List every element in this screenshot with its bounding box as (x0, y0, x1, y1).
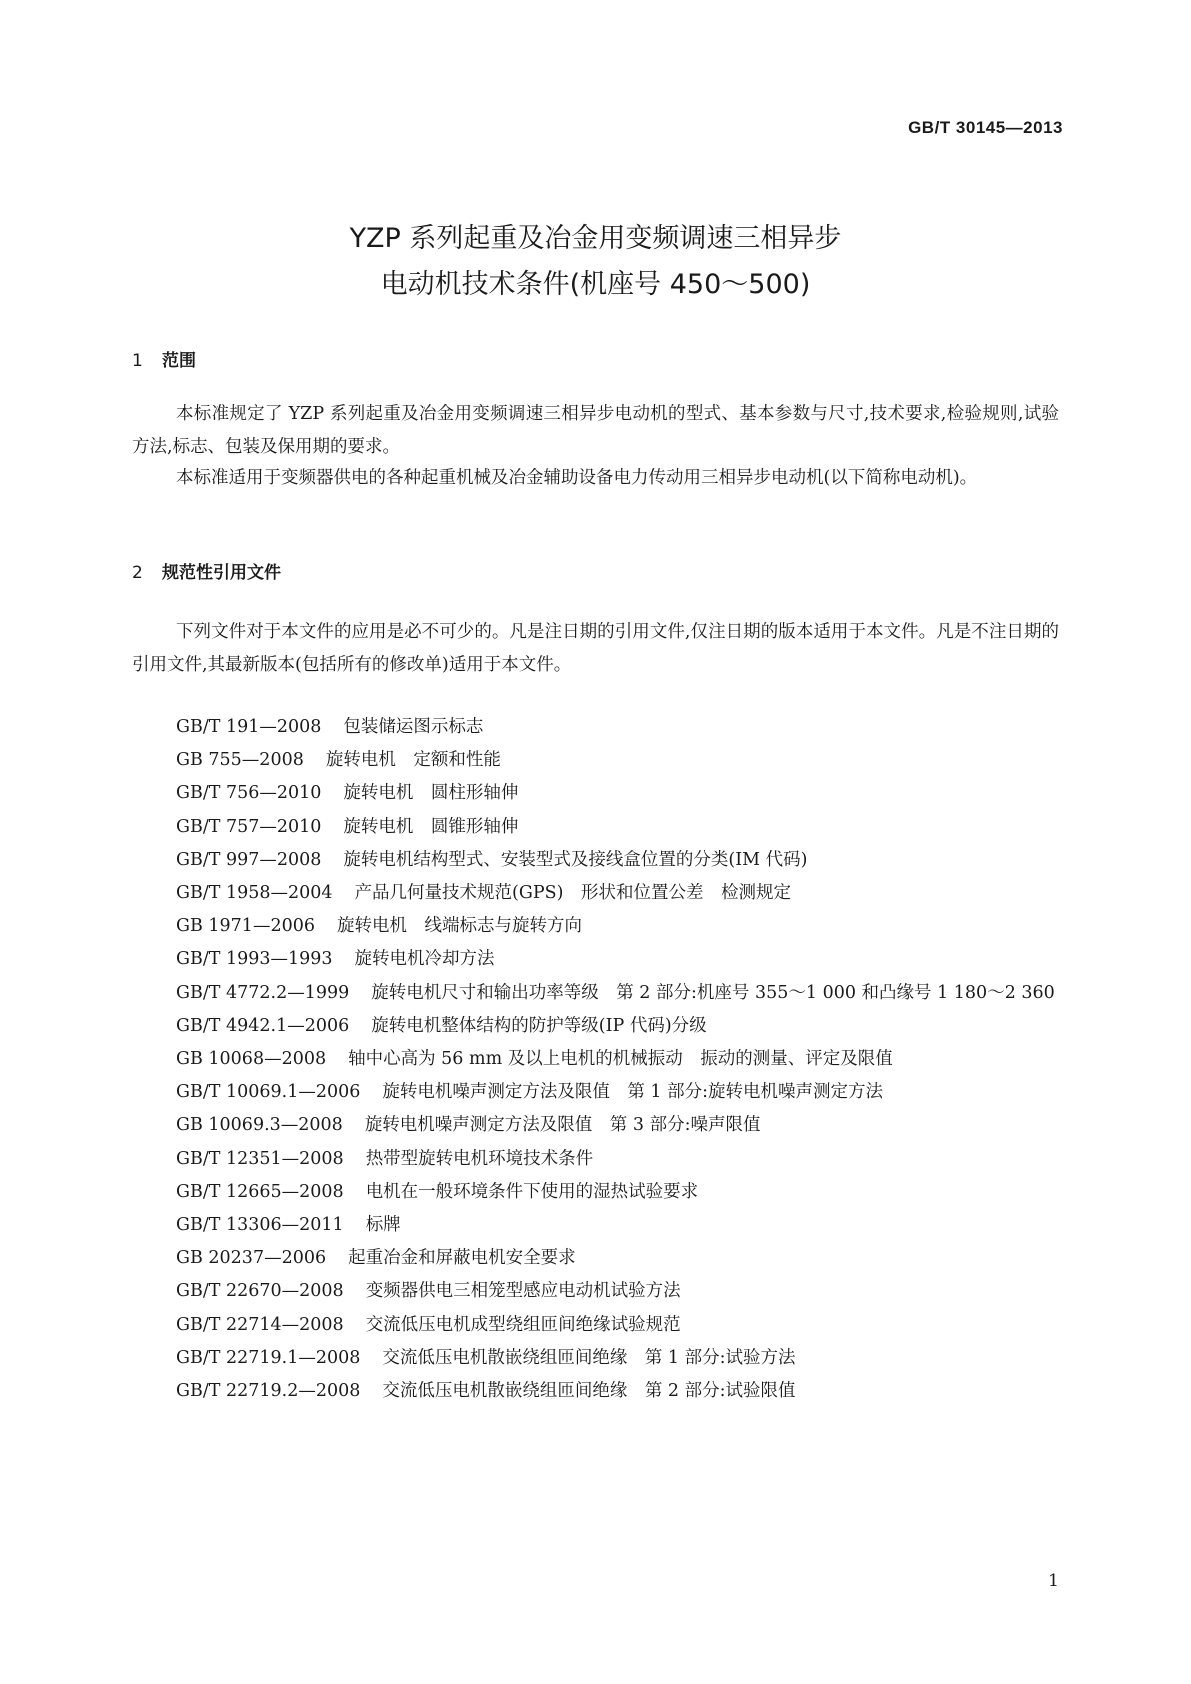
reference-item (132, 977, 1059, 1010)
document-title (0, 216, 1191, 308)
reference-item (132, 1209, 1059, 1242)
reference-title: 包装储运图示标志 (343, 717, 484, 737)
reference-item (132, 1176, 1059, 1209)
reference-code: GB 755—2008 (176, 750, 304, 771)
reference-item (132, 877, 1059, 910)
reference-title: 热带型旋转电机环境技术条件 (365, 1148, 594, 1169)
reference-code: GB/T 12665—2008 (176, 1181, 344, 1202)
reference-title: 交流低压电机成型绕组匝间绝缘试验规范 (365, 1314, 681, 1335)
reference-title: 旋转电机 圆柱形轴伸 (343, 783, 519, 804)
reference-item (132, 844, 1059, 877)
reference-title: 旋转电机噪声测定方法及限值 第 1 部分:旋转电机噪声测定方法 (382, 1082, 884, 1103)
reference-item (132, 1242, 1059, 1275)
title-line-1: YZP 系列起重及冶金用变频调速三相异步 (349, 223, 842, 254)
reference-code: GB/T 757—2010 (176, 816, 322, 837)
reference-item (132, 1275, 1059, 1308)
reference-item (132, 1109, 1059, 1142)
reference-code: GB/T 10069.1—2006 (176, 1082, 361, 1103)
reference-item (132, 744, 1059, 777)
reference-item (132, 1309, 1059, 1342)
reference-item (132, 1342, 1059, 1375)
reference-item (132, 1076, 1059, 1109)
reference-code: GB/T 22719.2—2008 (176, 1381, 361, 1402)
reference-code: GB/T 22670—2008 (176, 1281, 344, 1302)
reference-title: 旋转电机冷却方法 (354, 949, 495, 970)
reference-title: 旋转电机整体结构的防护等级(IP 代码)分级 (371, 1015, 707, 1036)
reference-code: GB 10068—2008 (176, 1049, 327, 1070)
page-number: 1 (1048, 1571, 1059, 1591)
reference-item (132, 711, 1059, 744)
section-number: 1 (132, 351, 143, 371)
reference-code: GB 1971—2006 (176, 916, 315, 937)
scope-paragraph-1: 本标准规定了 YZP 系列起重及冶金用变频调速三相异步电动机的型式、基本参数与尺寸,技术要求,检验规则,试验方法,标志、包装及保用期的要求。 (132, 404, 1059, 457)
scope-paragraph-2: 本标准适用于变频器供电的各种起重机械及冶金辅助设备电力传动用三相异步电动机(以下简称电动机)。 (176, 468, 978, 488)
reference-title: 交流低压电机散嵌绕组匝间绝缘 第 2 部分:试验限值 (382, 1381, 796, 1402)
reference-title: 旋转电机 定额和性能 (325, 750, 501, 771)
reference-code: GB/T 4942.1—2006 (176, 1015, 350, 1036)
standard-code: GB/T 30145—2013 (908, 118, 1063, 137)
reference-title: 旋转电机 线端标志与旋转方向 (336, 916, 582, 937)
reference-code: GB 20237—2006 (176, 1248, 327, 1269)
section-title: 范围 (162, 351, 196, 371)
reference-item (132, 777, 1059, 810)
reference-code: GB/T 1993—1993 (176, 949, 333, 970)
reference-item (132, 910, 1059, 943)
reference-code: GB/T 191—2008 (176, 717, 322, 737)
section-number: 2 (132, 563, 143, 583)
reference-title: 轴中心高为 56 mm 及以上电机的机械振动 振动的测量、评定及限值 (348, 1049, 893, 1070)
reference-title: 变频器供电三相笼型感应电动机试验方法 (365, 1281, 681, 1302)
reference-item (132, 811, 1059, 844)
references-intro: 下列文件对于本文件的应用是必不可少的。凡是注日期的引用文件,仅注日期的版本适用于本文件。凡是不注日期的引用文件,其最新版本(包括所有的修改单)适用于本文件。 (132, 622, 1059, 675)
reference-title: 旋转电机结构型式、安装型式及接线盒位置的分类(IM 代码) (343, 849, 808, 870)
reference-item (132, 1143, 1059, 1176)
reference-code: GB/T 13306—2011 (176, 1215, 344, 1236)
reference-title: 旋转电机 圆锥形轴伸 (343, 816, 519, 837)
reference-title: 起重冶金和屏蔽电机安全要求 (348, 1248, 576, 1269)
reference-code: GB/T 22714—2008 (176, 1314, 344, 1335)
reference-code: GB/T 12351—2008 (176, 1148, 344, 1169)
reference-code: GB/T 1958—2004 (176, 883, 333, 904)
section-1-heading (132, 346, 196, 371)
section-2-heading (132, 558, 281, 583)
reference-item (132, 1010, 1059, 1043)
reference-list (132, 711, 1059, 1408)
reference-title: 交流低压电机散嵌绕组匝间绝缘 第 1 部分:试验方法 (382, 1347, 796, 1368)
reference-title: 旋转电机噪声测定方法及限值 第 3 部分:噪声限值 (364, 1115, 761, 1136)
reference-code: GB/T 997—2008 (176, 849, 322, 870)
reference-code: GB 10069.3—2008 (176, 1115, 343, 1136)
reference-code: GB/T 22719.1—2008 (176, 1347, 361, 1368)
reference-title: 旋转电机尺寸和输出功率等级 第 2 部分:机座号 355～1 000 和凸缘号 1 180～2 360 (371, 982, 1055, 1003)
reference-title: 标牌 (365, 1215, 401, 1236)
reference-code: GB/T 4772.2—1999 (176, 982, 350, 1003)
reference-title: 产品几何量技术规范(GPS) 形状和位置公差 检测规定 (354, 883, 791, 904)
reference-item (132, 943, 1059, 976)
reference-item (132, 1043, 1059, 1076)
title-line-2: 电动机技术条件(机座号 450～500) (380, 269, 811, 300)
reference-code: GB/T 756—2010 (176, 783, 322, 804)
section-title: 规范性引用文件 (162, 563, 281, 583)
reference-item (132, 1375, 1059, 1408)
reference-title: 电机在一般环境条件下使用的湿热试验要求 (365, 1181, 699, 1202)
